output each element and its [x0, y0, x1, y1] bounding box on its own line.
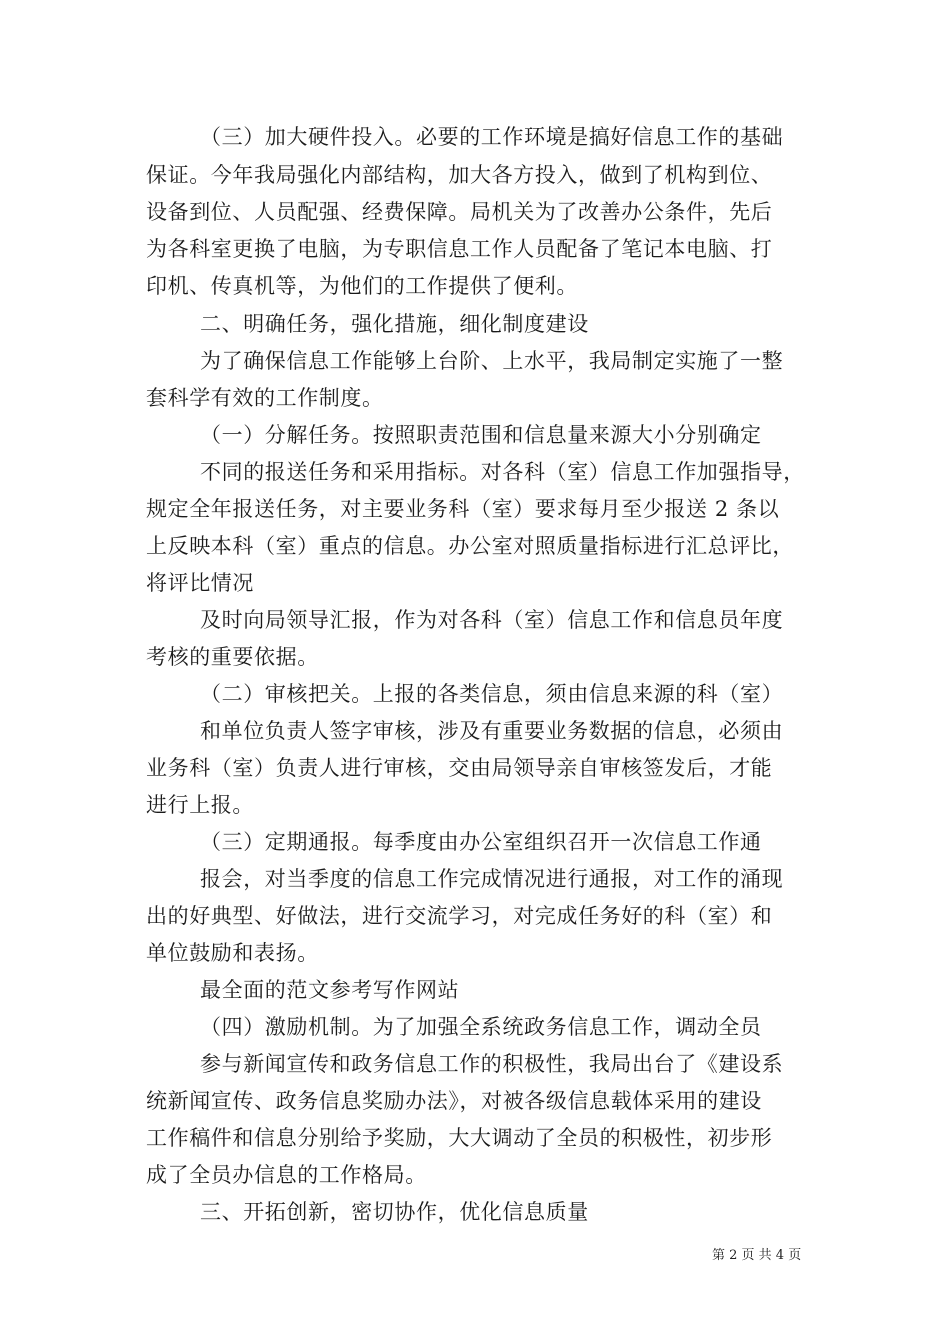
text-line: （一）分解任务。按照职责范围和信息量来源大小分别确定	[200, 423, 762, 447]
text-line: （三）加大硬件投入。必要的工作环境是搞好信息工作的基础	[200, 125, 784, 149]
text-line: （三）定期通报。每季度由办公室组织召开一次信息工作通	[200, 830, 762, 854]
text-line: （二）审核把关。上报的各类信息，须由信息来源的科（室）	[200, 682, 784, 706]
text-line: 及时向局领导汇报，作为对各科（室）信息工作和信息员年度	[200, 608, 784, 632]
text-line: 成了全员办信息的工作格局。	[146, 1163, 427, 1187]
text-line: 将评比情况	[146, 571, 254, 595]
text-line: 报会，对当季度的信息工作完成情况进行通报，对工作的涌现	[200, 867, 784, 891]
text-line: 和单位负责人签字审核，涉及有重要业务数据的信息，必须由	[200, 719, 784, 743]
text-line: 进行上报。	[146, 793, 254, 817]
text-line: （四）激励机制。为了加强全系统政务信息工作，调动全员	[200, 1015, 762, 1039]
text-line: 套科学有效的工作制度。	[146, 386, 384, 410]
text-line: 参与新闻宣传和政务信息工作的积极性，我局出台了《建设系	[200, 1052, 784, 1076]
page-number: 第 2 页 共 4 页	[712, 1248, 802, 1263]
text-line: 统新闻宣传、政务信息奖励办法》，对被各级信息载体采用的建设	[146, 1089, 762, 1113]
section-heading: 三、开拓创新，密切协作，优化信息质量	[200, 1200, 589, 1224]
text-line: 单位鼓励和表扬。	[146, 941, 319, 965]
text-line: 设备到位、人员配强、经费保障。局机关为了改善办公条件，先后	[146, 200, 773, 224]
text-line: 出的好典型、好做法，进行交流学习，对完成任务好的科（室）和	[146, 904, 773, 928]
text-line: 工作稿件和信息分别给予奖励，大大调动了全员的积极性，初步形	[146, 1126, 773, 1150]
text-line: 规定全年报送任务，对主要业务科（室）要求每月至少报送 2 条以	[146, 497, 780, 521]
text-line: 为了确保信息工作能够上台阶、上水平，我局制定实施了一整	[200, 349, 784, 373]
text-line: 业务科（室）负责人进行审核，交由局领导亲自审核签发后，才能	[146, 756, 773, 780]
text-line: 上反映本科（室）重点的信息。办公室对照质量指标进行汇总评比，	[146, 534, 794, 558]
text-line: 印机、传真机等，为他们的工作提供了便利。	[146, 274, 578, 298]
text-line: 保证。今年我局强化内部结构，加大各方投入，做到了机构到位、	[146, 163, 773, 187]
text-line: 为各科室更换了电脑，为专职信息工作人员配备了笔记本电脑、打	[146, 237, 773, 261]
text-line: 不同的报送任务和采用指标。对各科（室）信息工作加强指导，	[200, 460, 805, 484]
text-line: 考核的重要依据。	[146, 645, 319, 669]
text-line: 最全面的范文参考写作网站	[200, 978, 460, 1002]
section-heading: 二、明确任务，强化措施，细化制度建设	[200, 312, 589, 336]
